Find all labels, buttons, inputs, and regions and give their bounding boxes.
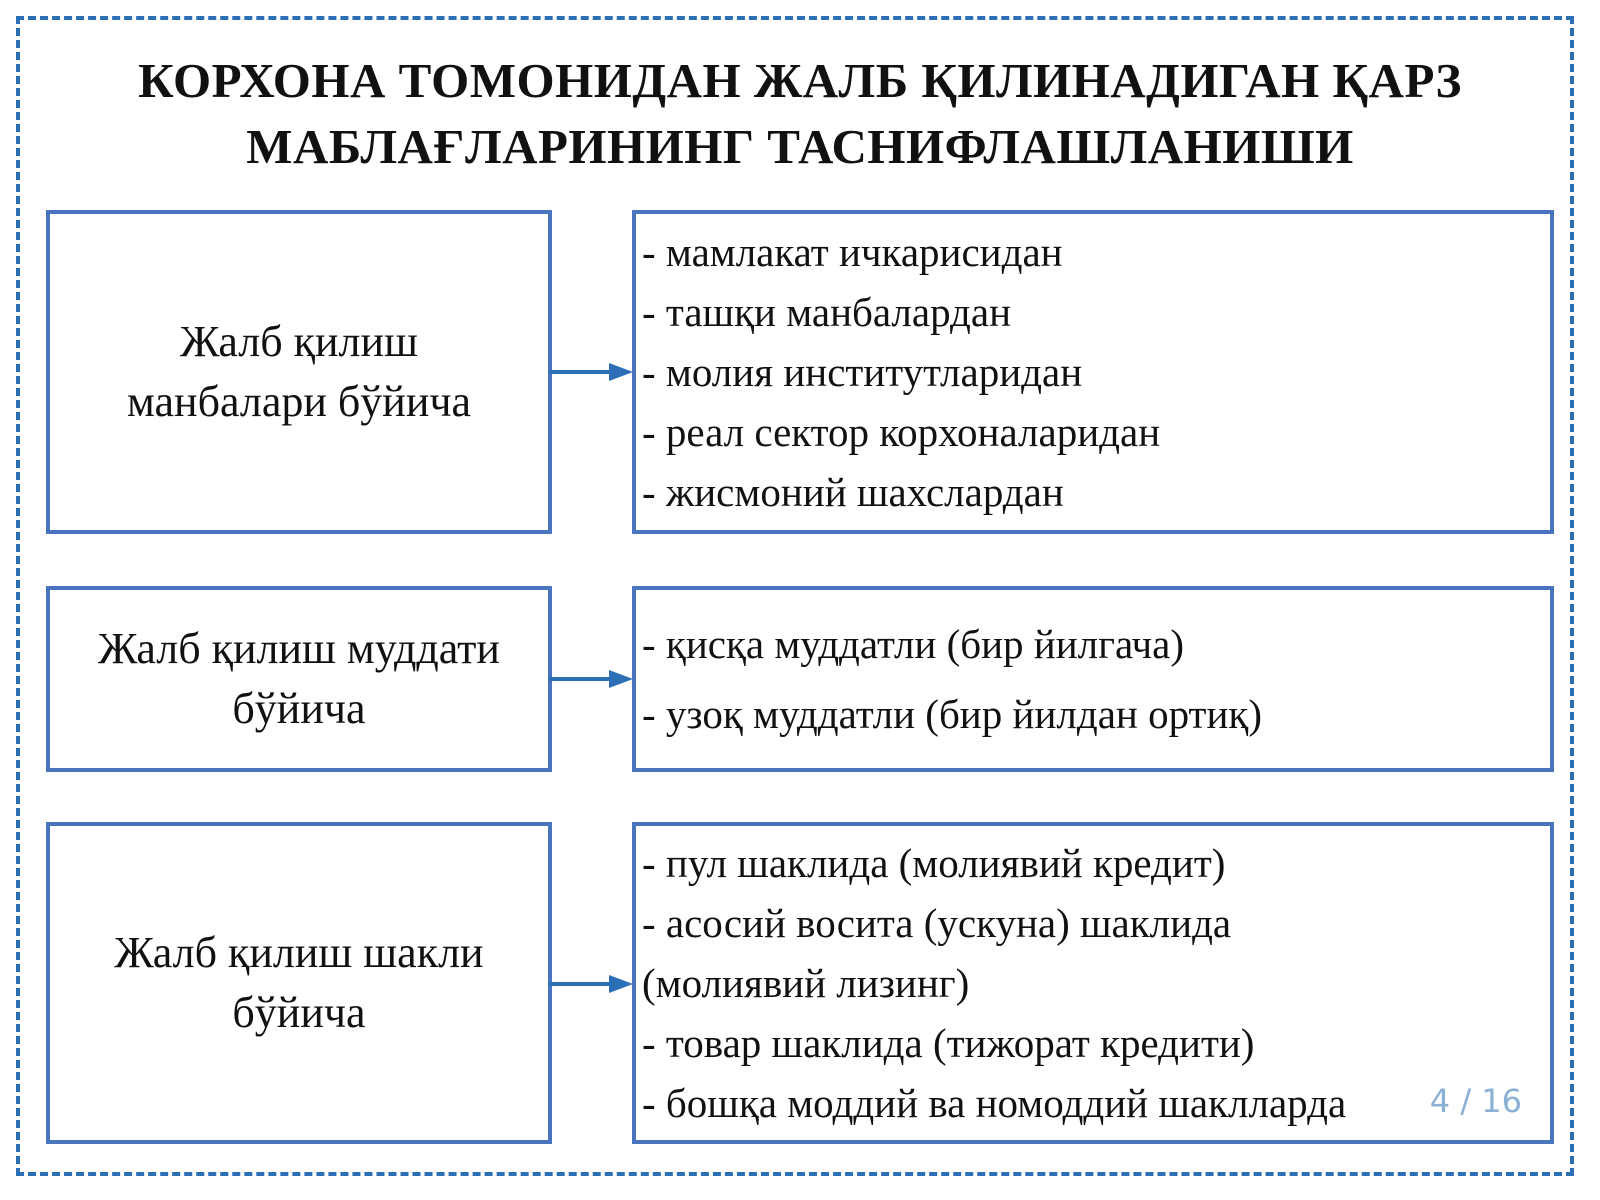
items-box-sources [632, 210, 1554, 534]
list-item: - асосий восита (ускуна) шаклида [642, 900, 1232, 946]
category-label-line: Жалб қилиш [180, 317, 418, 366]
category-label-line: манбалари бўйича [126, 377, 472, 426]
list-item: - бошқа моддий ва номоддий шаклларда [642, 1080, 1347, 1126]
list-item: - товар шаклида (тижорат кредити) [642, 1020, 1255, 1066]
arrow-connector [549, 360, 633, 384]
diagram-title [40, 48, 1560, 180]
category-box-term [46, 586, 552, 772]
title-line-1: КОРХОНА ТОМОНИДАН ЖАЛБ ҚИЛИНАДИГАН ҚАРЗ [138, 53, 1462, 108]
list-item: - молия институтларидан [642, 349, 1083, 395]
page-indicator: 4 / 16 [1429, 1082, 1522, 1120]
list-item: - ташқи манбалардан [642, 289, 1012, 335]
category-label-line: Жалб қилиш муддати [98, 624, 500, 673]
list-item: - реал сектор корхоналаридан [642, 409, 1161, 455]
list-item: (молиявий лизинг) [642, 960, 970, 1006]
list-item: - мамлакат ичкарисидан [642, 229, 1063, 275]
items-box-form [632, 822, 1554, 1144]
category-box-sources [46, 210, 552, 534]
category-label-line: бўйича [232, 684, 366, 733]
list-item: - жисмоний шахслардан [642, 469, 1064, 515]
arrow-connector [549, 667, 633, 691]
list-item: - узоқ муддатли (бир йилдан ортиқ) [642, 691, 1262, 737]
category-label-line: бўйича [232, 988, 366, 1037]
list-item: - пул шаклида (молиявий кредит) [642, 840, 1226, 886]
category-box-form [46, 822, 552, 1144]
items-box-term [632, 586, 1554, 772]
arrow-connector [549, 972, 633, 996]
title-line-2: МАБЛАҒЛАРИНИНГ ТАСНИФЛАШЛАНИШИ [246, 119, 1354, 174]
category-label-line: Жалб қилиш шакли [114, 928, 484, 977]
list-item: - қисқа муддатли (бир йилгача) [642, 621, 1184, 667]
